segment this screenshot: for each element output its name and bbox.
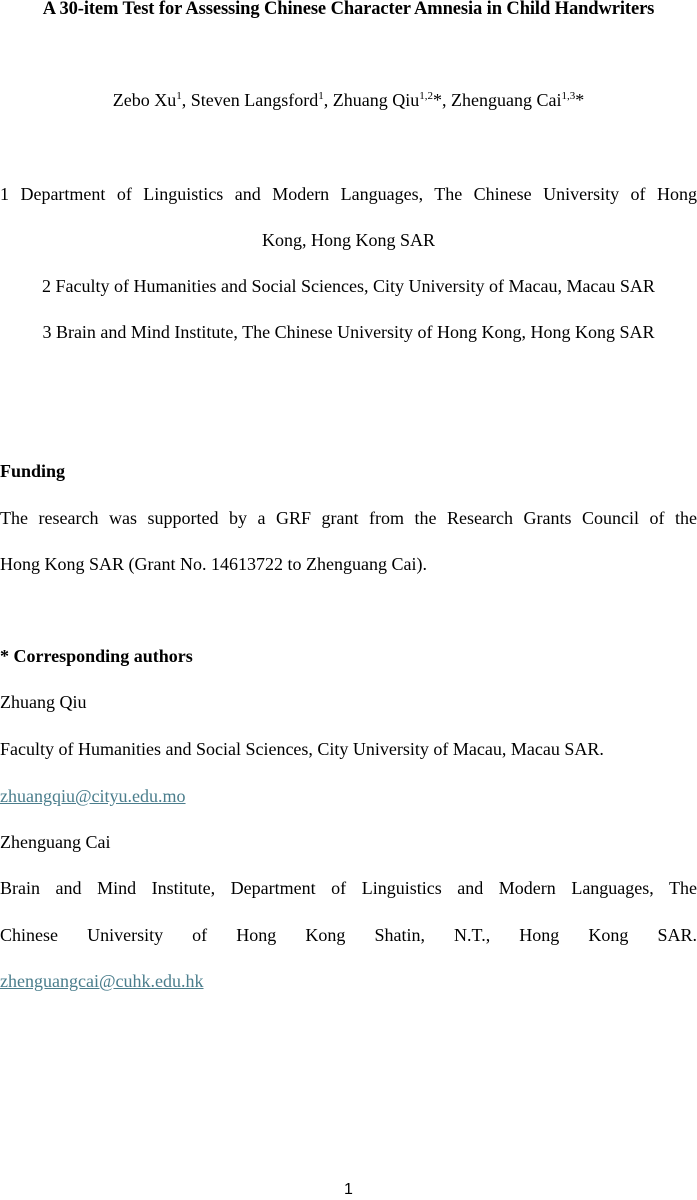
author-name: Zhenguang Cai bbox=[450, 90, 562, 110]
funding-text: The research was supported by a GRF grant from the Research Grants Council of the bbox=[0, 508, 697, 528]
corresponding-author-name: Zhuang Qiu bbox=[0, 692, 87, 712]
author-name: Zhuang Qiu bbox=[332, 90, 420, 110]
affiliation-3: 3 Brain and Mind Institute, The Chinese University of Hong Kong, Hong Kong SAR bbox=[42, 322, 655, 342]
corresponding-mark: * bbox=[432, 90, 442, 110]
corresponding-author-name: Zhenguang Cai bbox=[0, 832, 111, 852]
author-affiliation: 1,3 bbox=[561, 90, 576, 102]
funding-heading: Funding bbox=[0, 461, 66, 481]
corresponding-mark: * bbox=[575, 90, 585, 110]
affiliation-1: 1 Department of Linguistics and Modern Languages, The Chinese University of Hong bbox=[0, 184, 697, 204]
page-number: 1 bbox=[344, 1181, 353, 1198]
author-name: Zebo Xu bbox=[112, 90, 177, 110]
email-link[interactable]: zhenguangcai@cuhk.edu.hk bbox=[0, 971, 204, 991]
affiliation-1-cont: Kong, Hong Kong SAR bbox=[261, 230, 435, 250]
author-list: Zebo Xu$^1$, Steven Langsford$^1$, Zhuang Qiu$^{1,2}$*, Zhenguang Cai$^{1,3}$* bbox=[112, 90, 585, 110]
author-affiliation: 1,2 bbox=[419, 90, 433, 102]
corresponding-author-address-cont: Chinese University of Hong Kong Shatin, N.T., Hong Kong SAR. bbox=[0, 925, 697, 945]
author-name: Steven Langsford bbox=[190, 90, 319, 110]
author-affiliation: 1 bbox=[176, 90, 182, 102]
corresponding-heading: * Corresponding authors bbox=[0, 646, 193, 666]
paper-title: A 30-item Test for Assessing Chinese Character Amnesia in Child Handwriters bbox=[42, 0, 655, 19]
author-affiliation: 1 bbox=[318, 90, 324, 102]
email-link[interactable]: zhuangqiu@cityu.edu.mo bbox=[0, 786, 186, 806]
corresponding-author-address: Faculty of Humanities and Social Sciences, City University of Macau, Macau SAR. bbox=[0, 739, 604, 759]
corresponding-author-address: Brain and Mind Institute, Department of Linguistics and Modern Languages, The bbox=[0, 878, 697, 898]
affiliation-2: 2 Faculty of Humanities and Social Sciences, City University of Macau, Macau SAR bbox=[42, 276, 655, 296]
funding-text-cont: Hong Kong SAR (Grant No. 14613722 to Zhenguang Cai). bbox=[0, 554, 427, 574]
